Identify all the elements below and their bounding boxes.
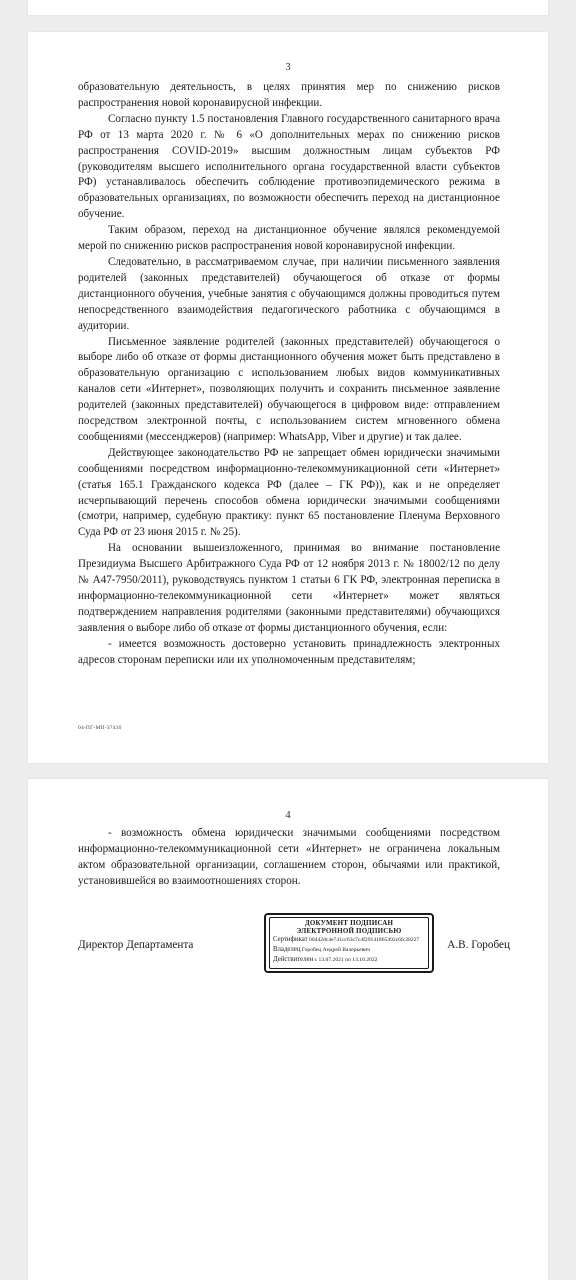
previous-page-edge: [28, 0, 548, 15]
stamp-certificate: [273, 935, 425, 945]
paragraph: - возможность обмена юридически значимыми сообщениями посредством информационно-телекоммуникационной сети «Интернет» не ограничена локальным актом образовательной организации, соглашением сторон, обычаями или практикой, установившейся во взаимоотношениях сторон.: [78, 827, 500, 887]
page-4-body: [78, 826, 500, 890]
stamp-owner-label: Владелец: [273, 946, 301, 953]
paragraph: На основании вышеизложенного, принимая во внимание постановление Президиума Высшего Арбитражного Суда РФ от 12 ноября 2013 г. № 18002/12 по делу № А47-7950/2011), руководствуясь пунктом 1 статьи 6 ГК РФ, электронная переписка в информационно-телекоммуникационной сети «Интернет» может являться подтверждением направления родителями (законными представителями) обучающихся заявления о выборе либо об отказе от формы дистанционного обучения, если:: [78, 542, 500, 634]
paragraph: Согласно пункту 1.5 постановления Главного государственного санитарного врача РФ от 13 марта 2020 г. № 6 «О дополнительных мерах по снижению рисков распространения COVID-2019» высшим должностным лицам субъектов РФ (руководителям высшего исполнительного органа государственной власти субъектов РФ) устанавливалось обеспечить соблюдение противоэпидемического режима в образовательных организациях, по возможности обеспечить переход на дистанционное обучение.: [78, 112, 500, 221]
paragraph: Письменное заявление родителей (законных представителей) обучающегося о выборе либо об отказе от формы дистанционного обучения может быть представлено в образовательную организацию с использованием любых видов коммуникативных каналов сети «Интернет», позволяющих получить и сохранить письменное заявление родителей (законных представителей) обучающегося в цифровом виде: отправлением посредством электронной почты, с использованием систем мгновенного обмена сообщениями (мессенджеров) (например: WhatsApp, Viber и другие) и так далее.: [78, 335, 500, 443]
stamp-certificate-value: 00442dc4e741cc63c7c4f29141865492c6fc28227: [309, 937, 420, 943]
signer-name: А.В. Горобец: [447, 939, 510, 951]
stamp-validity-label: Действителен: [273, 956, 314, 963]
stamp-owner-value: Горобец Андрей Валерьевич: [301, 947, 371, 953]
page-3-body: [78, 80, 500, 669]
stamp-certificate-label: Сертификат: [273, 936, 308, 943]
page-number: 3: [285, 62, 291, 73]
director-title: Директор Департамента: [78, 939, 194, 951]
page-number: 4: [285, 810, 291, 821]
stamp-validity: [273, 955, 425, 965]
paragraph: образовательную деятельность, в целях принятия мер по снижению рисков распространения новой коронавирусной инфекции.: [78, 81, 500, 109]
stamp-validity-value: с 13.07.2021 по 13.10.2022: [314, 957, 378, 963]
paragraph: Таким образом, переход на дистанционное обучение являлся рекомендуемой мерой по снижению рисков распространения новой коронавирусной инфекции.: [78, 224, 500, 253]
stamp-title-line1: ДОКУМЕНТ ПОДПИСАН: [304, 919, 394, 927]
paragraph: - имеется возможность достоверно установить принадлежность электронных адресов сторонам переписки или их уполномоченным представителям;: [78, 637, 500, 666]
document-code: 04-ПГ-МП-37430: [78, 725, 122, 731]
paragraph: Действующее законодательство РФ не запрещает обмен юридически значимыми сообщениями посредством информационно-телекоммуникационной сети «Интернет» (статья 165.1 Гражданского кодекса РФ (далее – ГК РФ)), как и не определяет исчерпывающий перечень способов обмена юридически значимыми сообщениями (смотри, например, судебную практику: пункт 65 постановление Пленума Верховного Суда РФ от 23 июня 2015 г. № 25).: [78, 446, 500, 539]
signature-block: [78, 913, 510, 977]
document-page-3: [28, 32, 548, 763]
stamp-title-line2: ЭЛЕКТРОННОЙ ПОДПИСЬЮ: [296, 927, 402, 935]
document-page-4: [28, 779, 548, 1280]
stamp-owner: [273, 945, 425, 955]
electronic-signature-stamp: [264, 913, 434, 973]
paragraph: Следовательно, в рассматриваемом случае, при наличии письменного заявления родителей (законных представителей) обучающегося об отказе от формы дистанционного обучения, учебные занятия с обучающимся должны проводиться путем непосредственного взаимодействия педагогического работника с обучающимся в аудитории.: [78, 255, 500, 332]
